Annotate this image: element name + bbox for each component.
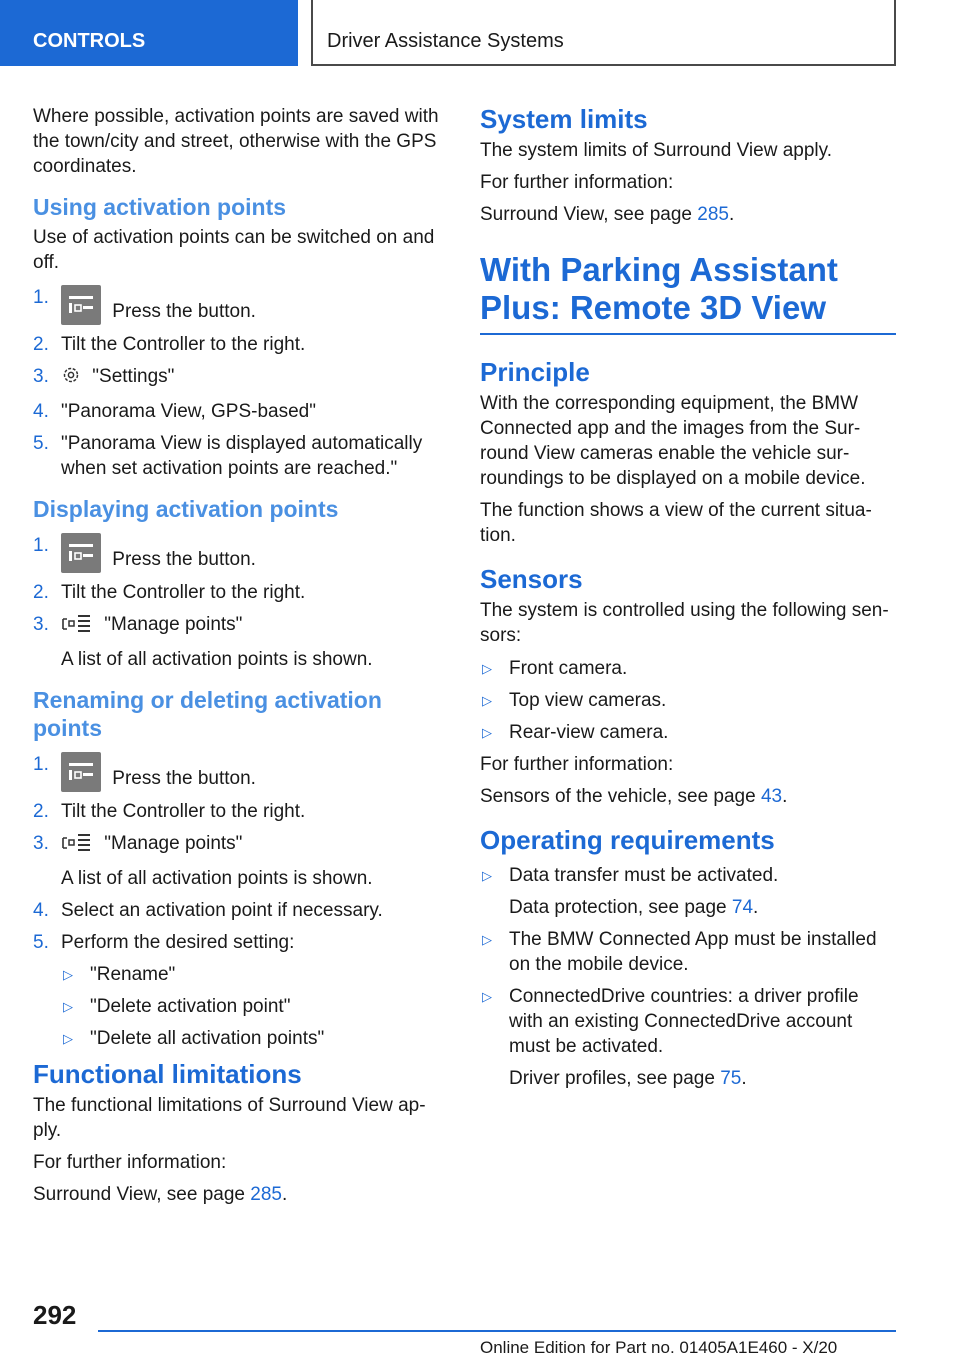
step-text: Tilt the Controller to the right. bbox=[61, 334, 306, 355]
camera-view-icon bbox=[61, 752, 101, 792]
manage-points-icon bbox=[61, 613, 93, 640]
list-item bbox=[33, 533, 443, 573]
step-number: 1. bbox=[33, 287, 49, 308]
limits-text: The system limits of Surround View apply. bbox=[480, 140, 832, 161]
step-number: 3. bbox=[33, 614, 49, 635]
list-item bbox=[33, 898, 443, 923]
step-text: "Panorama View, GPS-based" bbox=[61, 401, 316, 422]
step-number: 5. bbox=[33, 932, 49, 953]
camera-view-icon bbox=[61, 533, 101, 573]
requirement-text: The BMW Connected App must be installed on the mobile device. bbox=[509, 929, 877, 975]
step-text: "Panorama View is displayed automatically when set activation points are reached." bbox=[61, 433, 423, 479]
page-link[interactable]: 285 bbox=[250, 1184, 282, 1205]
intro-paragraph: Where possible, activation points are saved with the town/city and street, otherwise with the GPS coordinates. bbox=[33, 106, 439, 177]
requirement-reference: Driver profiles, see page 75. bbox=[509, 1068, 747, 1089]
step-number: 2. bbox=[33, 582, 49, 603]
sensors-reference: Sensors of the vehicle, see page 43. bbox=[480, 786, 788, 807]
requirement-reference: Data protection, see page 74. bbox=[509, 897, 759, 918]
list-item bbox=[480, 927, 896, 977]
limits-heading: System limits bbox=[480, 104, 648, 134]
functional-text: The functional limitations of Surround View ap‐ply. bbox=[33, 1095, 426, 1141]
step-text: Select an activation point if necessary. bbox=[61, 900, 383, 921]
list-item bbox=[480, 656, 896, 681]
step-number: 5. bbox=[33, 433, 49, 454]
sensor-text: Top view cameras. bbox=[509, 690, 667, 711]
step-number: 3. bbox=[33, 366, 49, 387]
displaying-steps bbox=[33, 533, 443, 672]
reference-text: Surround View, see page bbox=[33, 1184, 251, 1205]
triangle-bullet-icon: ▷ bbox=[482, 868, 492, 883]
option-text: "Delete all activation points" bbox=[90, 1028, 325, 1049]
list-item bbox=[33, 612, 443, 672]
principle-heading: Principle bbox=[480, 357, 590, 387]
list-item bbox=[480, 720, 896, 745]
step-text: Press the button. bbox=[112, 768, 256, 789]
setting-options bbox=[61, 962, 443, 1051]
step-text: Perform the desired setting: bbox=[61, 932, 295, 953]
list-item bbox=[33, 364, 443, 392]
page-link[interactable]: 43 bbox=[760, 786, 783, 807]
footer-edition: Online Edition for Part no. 01405A1E460 - X/20 bbox=[480, 1338, 838, 1357]
left-column bbox=[33, 104, 443, 1214]
limits-further: For further information: bbox=[480, 172, 674, 193]
step-subtext: A list of all activation points is shown. bbox=[61, 649, 373, 670]
triangle-bullet-icon: ▷ bbox=[482, 693, 492, 708]
page-number: 292 bbox=[33, 1300, 77, 1330]
list-item bbox=[480, 984, 896, 1091]
list-item bbox=[33, 431, 443, 481]
step-number: 1. bbox=[33, 754, 49, 775]
list-item bbox=[61, 1026, 443, 1051]
sensor-text: Rear-view camera. bbox=[509, 722, 669, 743]
functional-reference: Surround View, see page 285. bbox=[33, 1184, 288, 1205]
reference-text: Driver profiles, see page bbox=[509, 1068, 721, 1089]
header-chapter-tab bbox=[311, 0, 896, 66]
renaming-steps bbox=[33, 752, 443, 1051]
step-number: 4. bbox=[33, 900, 49, 921]
step-text: Press the button. bbox=[112, 549, 256, 570]
list-item bbox=[33, 752, 443, 792]
sensors-further: For further information: bbox=[480, 754, 674, 775]
step-number: 3. bbox=[33, 833, 49, 854]
list-item bbox=[33, 399, 443, 424]
triangle-bullet-icon: ▷ bbox=[482, 661, 492, 676]
list-item bbox=[33, 799, 443, 824]
requirement-text: ConnectedDrive countries: a driver profile with an existing ConnectedDrive account must be activated. bbox=[509, 986, 859, 1057]
triangle-bullet-icon: ▷ bbox=[63, 967, 73, 982]
using-steps bbox=[33, 285, 443, 481]
list-item bbox=[33, 930, 443, 1051]
list-item bbox=[61, 994, 443, 1019]
using-heading: Using activation points bbox=[33, 194, 287, 220]
list-item bbox=[33, 285, 443, 325]
step-text: Press the button. bbox=[112, 301, 256, 322]
list-item bbox=[61, 962, 443, 987]
triangle-bullet-icon: ▷ bbox=[482, 932, 492, 947]
triangle-bullet-icon: ▷ bbox=[482, 725, 492, 740]
triangle-bullet-icon: ▷ bbox=[63, 1031, 73, 1046]
step-text: "Manage points" bbox=[104, 614, 243, 635]
step-text: Tilt the Controller to the right. bbox=[61, 582, 306, 603]
sensors-heading: Sensors bbox=[480, 564, 583, 594]
page-link[interactable]: 75 bbox=[720, 1068, 742, 1089]
right-column bbox=[480, 104, 896, 1098]
principle-p1: With the corresponding equipment, the BMW Connected app and the images from the Sur‐round View cameras enable the vehicle sur‐roundings to be displayed on a mobile device. bbox=[480, 393, 866, 489]
limits-reference: Surround View, see page 285. bbox=[480, 204, 735, 225]
step-text: "Settings" bbox=[92, 366, 175, 387]
requirements-heading: Operating requirements bbox=[480, 825, 775, 855]
step-text: "Manage points" bbox=[104, 833, 243, 854]
page-link[interactable]: 74 bbox=[731, 897, 754, 918]
step-subtext: A list of all activation points is shown. bbox=[61, 868, 373, 889]
header-chapter-label: Driver Assistance Systems bbox=[327, 30, 564, 52]
camera-view-icon bbox=[61, 285, 101, 325]
list-item bbox=[33, 580, 443, 605]
sensors-list bbox=[480, 656, 896, 745]
step-number: 1. bbox=[33, 535, 49, 556]
list-item bbox=[480, 688, 896, 713]
step-number: 4. bbox=[33, 401, 49, 422]
sensor-text: Front camera. bbox=[509, 658, 628, 679]
page-link[interactable]: 285 bbox=[697, 204, 729, 225]
functional-further: For further information: bbox=[33, 1152, 227, 1173]
step-number: 2. bbox=[33, 801, 49, 822]
using-text: Use of activation points can be switched on and off. bbox=[33, 227, 435, 273]
gear-icon bbox=[61, 365, 81, 392]
list-item bbox=[480, 863, 896, 920]
reference-text: Sensors of the vehicle, see page bbox=[480, 786, 761, 807]
header-section-tab bbox=[0, 0, 298, 66]
list-item bbox=[33, 332, 443, 357]
step-number: 2. bbox=[33, 334, 49, 355]
footer-divider bbox=[98, 1330, 896, 1332]
option-text: "Delete activation point" bbox=[90, 996, 291, 1017]
displaying-heading: Displaying activation points bbox=[33, 496, 339, 522]
step-text: Tilt the Controller to the right. bbox=[61, 801, 306, 822]
sensors-text: The system is controlled using the following sen‐sors: bbox=[480, 600, 889, 646]
renaming-heading: Renaming or deleting activation points bbox=[33, 687, 382, 741]
reference-text: Surround View, see page bbox=[480, 204, 698, 225]
triangle-bullet-icon: ▷ bbox=[482, 989, 492, 1004]
list-item bbox=[33, 831, 443, 891]
header-section-label: CONTROLS bbox=[33, 30, 146, 52]
chapter-title: With Parking Assistant Plus: Remote 3D View bbox=[480, 251, 896, 335]
reference-text: Data protection, see page bbox=[509, 897, 732, 918]
option-text: "Rename" bbox=[90, 964, 176, 985]
requirements-list bbox=[480, 863, 896, 1091]
functional-heading: Functional limitations bbox=[33, 1059, 302, 1089]
requirement-text: Data transfer must be activated. bbox=[509, 865, 779, 886]
triangle-bullet-icon: ▷ bbox=[63, 999, 73, 1014]
principle-p2: The function shows a view of the current situa‐tion. bbox=[480, 500, 872, 546]
manage-points-icon bbox=[61, 832, 93, 859]
